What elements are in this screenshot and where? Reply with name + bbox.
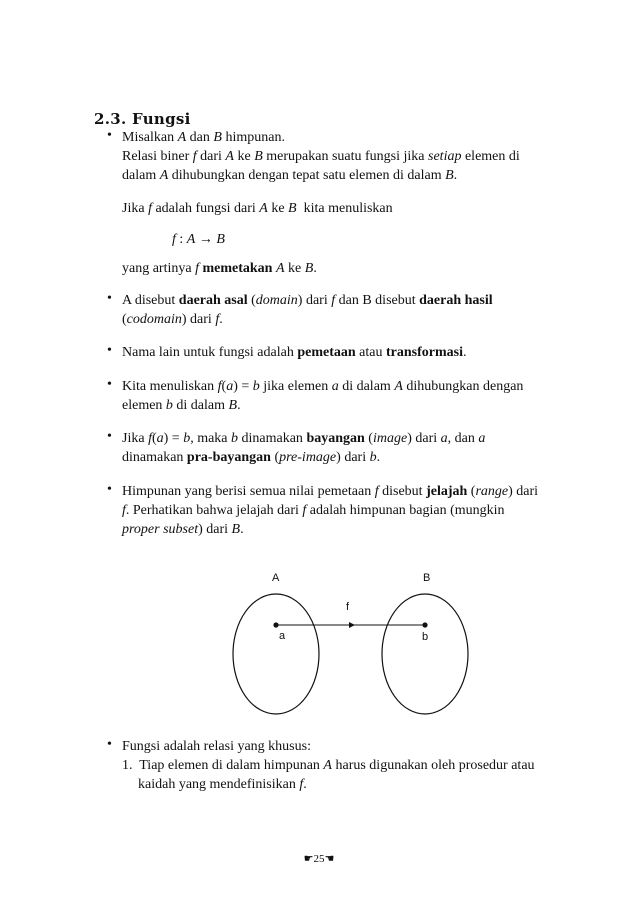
function-mapping-diagram (225, 570, 475, 720)
bullet-icon: • (107, 737, 112, 752)
bullet-icon: • (107, 377, 112, 392)
set-a-ellipse (233, 594, 319, 714)
element-a-dot (273, 622, 278, 627)
page-number: ☛25☚ (303, 853, 335, 865)
write-fa-line-1: Kita menuliskan f(a) = b jika elemen a di dalam A dihubungkan dengan (122, 379, 524, 394)
special-item-1-line-2: kaidah yang mendefinisikan f. (138, 777, 307, 792)
write-intro: Jika f adalah fungsi dari A ke B kita menuliskan (122, 201, 393, 216)
definition-line-1: Misalkan A dan B himpunan. (122, 130, 285, 145)
set-b-label: B (423, 572, 431, 584)
alt-names-line: Nama lain untuk fungsi adalah pemetaan atau transformasi. (122, 345, 467, 360)
element-b-label: b (422, 631, 429, 643)
element-b-dot (422, 622, 427, 627)
bullet-icon: • (107, 482, 112, 497)
definition-line-2: Relasi biner f dari A ke B merupakan suatu fungsi jika setiap elemen di (122, 149, 520, 164)
image-line-1: Jika f(a) = b, maka b dinamakan bayangan (image) dari a, dan a (122, 431, 486, 446)
set-a-label: A (272, 572, 280, 584)
bullet-icon: • (107, 429, 112, 444)
range-line-3: proper subset) dari B. (122, 522, 244, 537)
arrow-label: f (346, 601, 350, 613)
bullet-icon: • (107, 128, 112, 143)
formula: f : A → B (172, 232, 225, 247)
page-number-text: 25 (313, 853, 325, 865)
section-heading: 2.3. Fungsi (94, 110, 191, 128)
meaning-line: yang artinya f memetakan A ke B. (122, 261, 317, 276)
bullet-icon: • (107, 291, 112, 306)
arrow-head-icon (349, 622, 355, 628)
write-fa-line-2: elemen b di dalam B. (122, 398, 241, 413)
special-intro: Fungsi adalah relasi yang khusus: (122, 739, 311, 754)
range-line-2: f. Perhatikan bahwa jelajah dari f adalah himpunan bagian (mungkin (122, 503, 505, 518)
range-line-1: Himpunan yang berisi semua nilai pemetaan f disebut jelajah (range) dari (122, 484, 539, 499)
definition-line-3: dalam A dihubungkan dengan tepat satu elemen di dalam B. (122, 168, 458, 183)
element-a-label: a (279, 630, 286, 642)
domain-line-2: (codomain) dari f. (122, 312, 223, 327)
domain-line-1: A disebut daerah asal (domain) dari f dan B disebut daerah hasil (122, 293, 493, 308)
set-b-ellipse (382, 594, 468, 714)
special-item-1-line-1: 1. Tiap elemen di dalam himpunan A harus digunakan oleh prosedur atau (122, 758, 535, 773)
image-line-2: dinamakan pra-bayangan (pre-image) dari b. (122, 450, 381, 465)
bullet-icon: • (107, 343, 112, 358)
